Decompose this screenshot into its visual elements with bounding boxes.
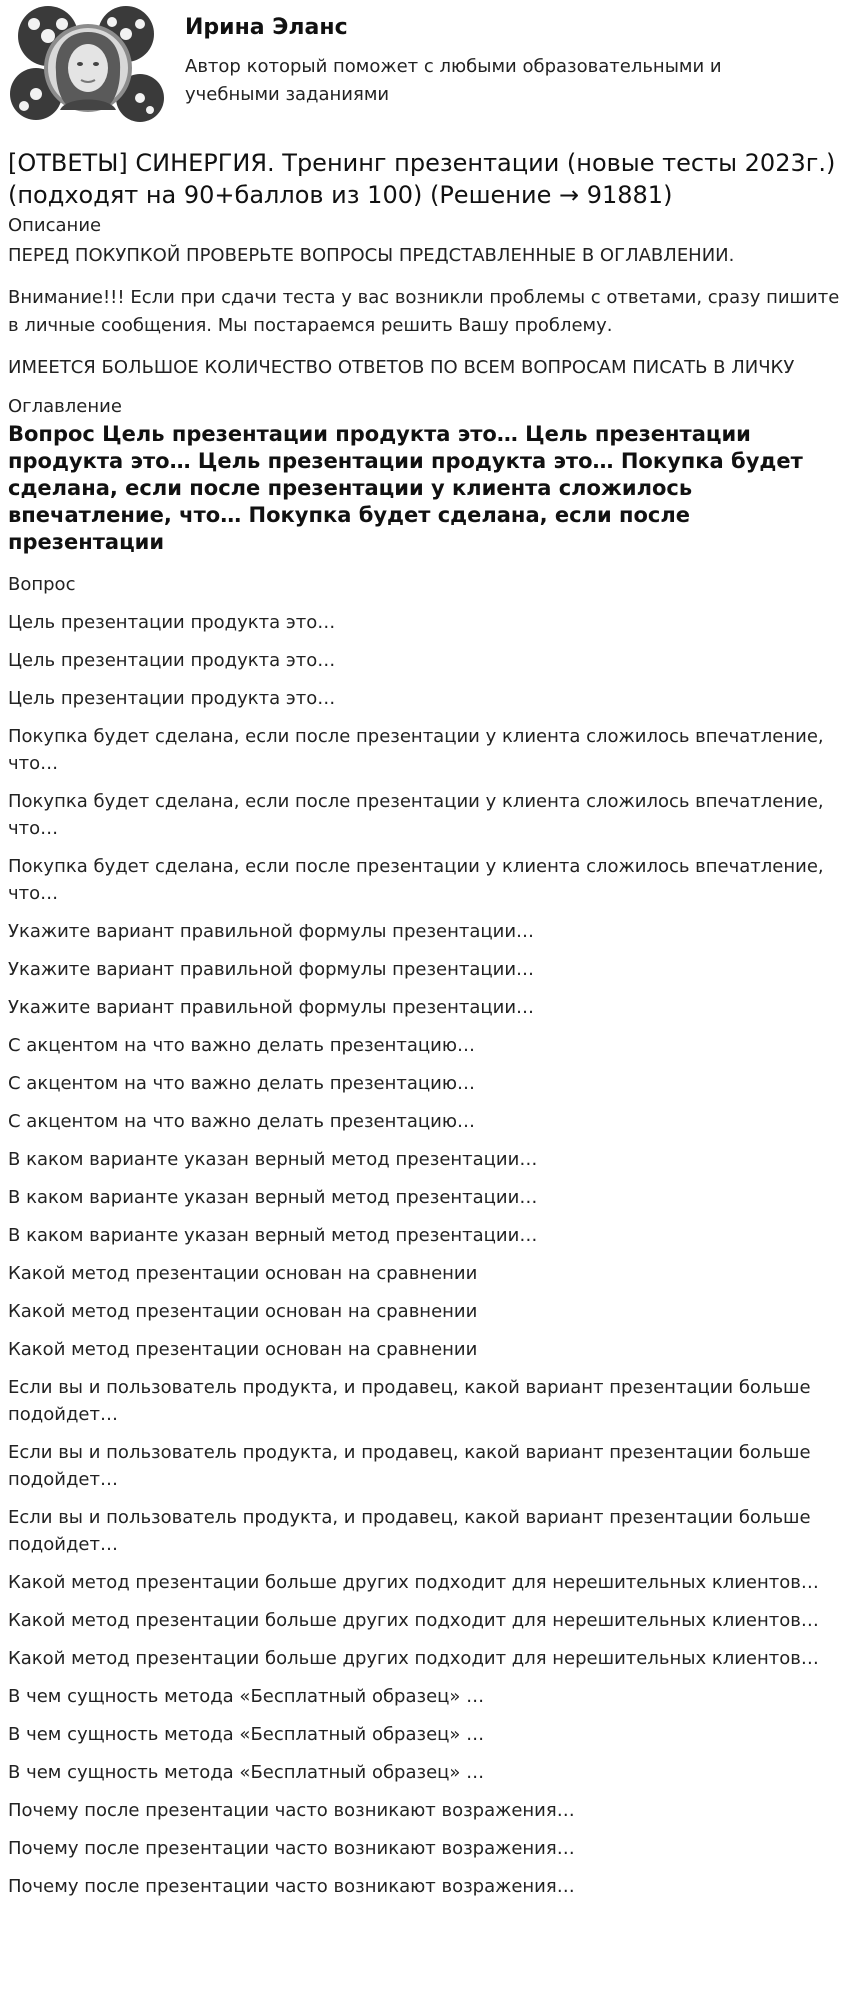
toc-heading: Вопрос Цель презентации продукта это… Цель презентации продукта это… Цель презентации продукта это… Покупка будет сделана, если после презентации у клиента сложилось впечатление, что… Покупка будет сделана, если после презентации [8, 422, 803, 554]
toc-item: Покупка будет сделана, если после презентации у клиента сложилось впечатление, что… [8, 791, 824, 839]
author-name[interactable]: Ирина Эланс [185, 15, 348, 40]
toc-item: Почему после презентации часто возникают возражения… [8, 1876, 575, 1897]
toc-list [8, 571, 843, 1900]
toc-item: Какой метод презентации больше других подходит для нерешительных клиентов… [8, 1648, 819, 1669]
toc-item: Цель презентации продукта это… [8, 650, 336, 671]
document-title: [ОТВЕТЫ] СИНЕРГИЯ. Тренинг презентации (новые тесты 2023г.) (подходят на 90+баллов из 100) (Решение → 91881) [8, 149, 836, 209]
toc-item: Покупка будет сделана, если после презентации у клиента сложилось впечатление, что… [8, 856, 824, 904]
toc-item: С акцентом на что важно делать презентацию… [8, 1073, 475, 1094]
toc-item: В каком варианте указан верный метод презентации… [8, 1149, 538, 1170]
toc-item: Цель презентации продукта это… [8, 612, 336, 633]
author-avatar[interactable] [8, 6, 168, 126]
toc-item: В чем сущность метода «Бесплатный образец» … [8, 1686, 485, 1707]
description-paragraph: ИМЕЕТСЯ БОЛЬШОЕ КОЛИЧЕСТВО ОТВЕТОВ ПО ВСЕМ ВОПРОСАМ ПИСАТЬ В ЛИЧКУ [8, 357, 795, 378]
toc-item: Какой метод презентации основан на сравнении [8, 1263, 478, 1284]
toc-item: Цель презентации продукта это… [8, 688, 336, 709]
toc-item: Укажите вариант правильной формулы презентации… [8, 921, 535, 942]
toc-item: В каком варианте указан верный метод презентации… [8, 1187, 538, 1208]
toc-item: Какой метод презентации больше других подходит для нерешительных клиентов… [8, 1572, 819, 1593]
toc-item: Укажите вариант правильной формулы презентации… [8, 959, 535, 980]
toc-item: Почему после презентации часто возникают возражения… [8, 1838, 575, 1859]
toc-item: Покупка будет сделана, если после презентации у клиента сложилось впечатление, что… [8, 726, 824, 774]
toc-item: Если вы и пользователь продукта, и продавец, какой вариант презентации больше подойдет… [8, 1507, 811, 1555]
description-paragraph: ПЕРЕД ПОКУПКОЙ ПРОВЕРЬТЕ ВОПРОСЫ ПРЕДСТАВЛЕННЫЕ В ОГЛАВЛЕНИИ. [8, 245, 735, 266]
toc-label: Оглавление [8, 396, 122, 417]
toc-item: Вопрос [8, 574, 76, 595]
toc-item: С акцентом на что важно делать презентацию… [8, 1111, 475, 1132]
toc-item: Если вы и пользователь продукта, и продавец, какой вариант презентации больше подойдет… [8, 1377, 811, 1425]
description-paragraph: Внимание!!! Если при сдачи теста у вас возникли проблемы с ответами, сразу пишите в личные сообщения. Мы постараемся решить Вашу проблему. [8, 287, 840, 336]
toc-item: Какой метод презентации основан на сравнении [8, 1301, 478, 1322]
description-label: Описание [8, 215, 102, 236]
toc-item: Если вы и пользователь продукта, и продавец, какой вариант презентации больше подойдет… [8, 1442, 811, 1490]
toc-item: В чем сущность метода «Бесплатный образец» … [8, 1724, 485, 1745]
toc-item: Какой метод презентации больше других подходит для нерешительных клиентов… [8, 1610, 819, 1631]
author-card [8, 6, 839, 126]
author-description: Автор который поможет с любыми образовательными и учебными заданиями [185, 56, 722, 105]
toc-item: С акцентом на что важно делать презентацию… [8, 1035, 475, 1056]
toc-item: Какой метод презентации основан на сравнении [8, 1339, 478, 1360]
toc-item: В каком варианте указан верный метод презентации… [8, 1225, 538, 1246]
toc-item: В чем сущность метода «Бесплатный образец» … [8, 1762, 485, 1783]
toc-item: Почему после презентации часто возникают возражения… [8, 1800, 575, 1821]
document-content [8, 147, 843, 1911]
toc-item: Укажите вариант правильной формулы презентации… [8, 997, 535, 1018]
